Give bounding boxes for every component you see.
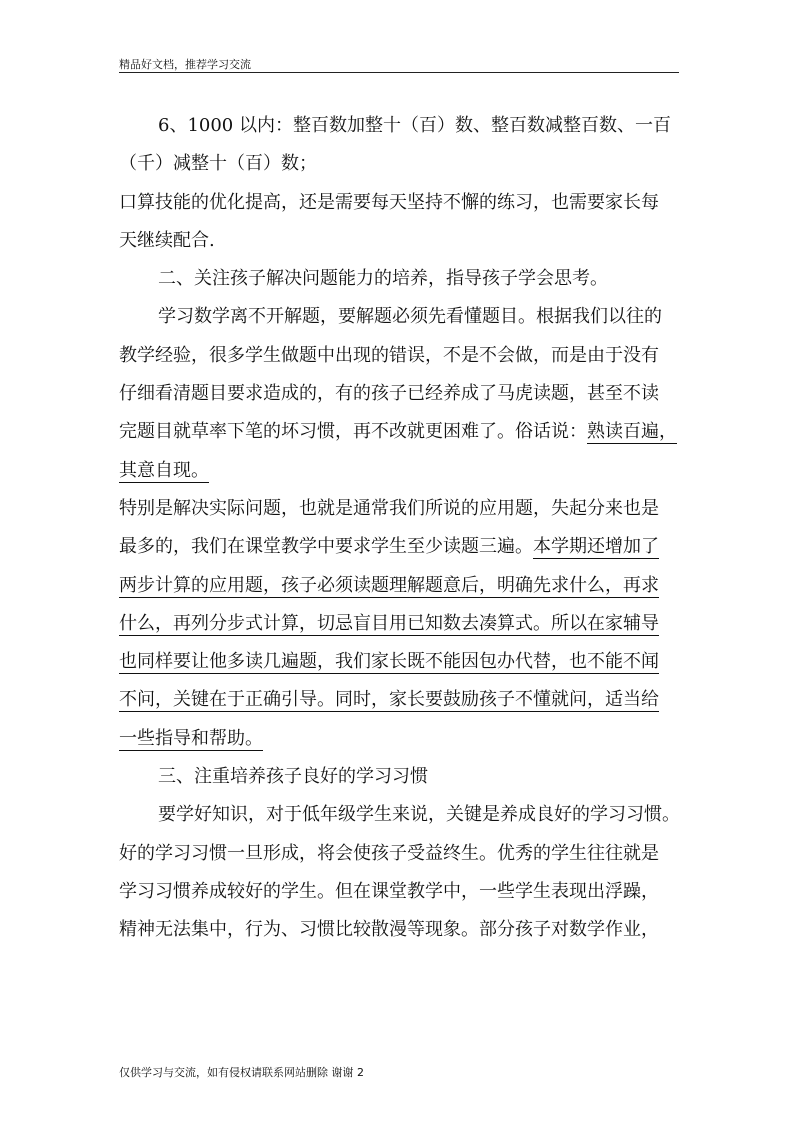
underlined-text: 不问，关键在于正确引导。同时，家长要鼓励孩子不懂就问，适当给 [119, 689, 659, 711]
paragraph-line: 口算技能的优化提高，还是需要每天坚持不懈的练习，也需要家长每 [119, 191, 659, 213]
paragraph-line: 要学好知识，对于低年级学生来说，关键是养成良好的学习习惯。 [158, 804, 680, 826]
underlined-text: 本学期还增加了 [533, 536, 659, 558]
paragraph-line [119, 413, 687, 451]
underlined-text: 其意自现。 [119, 459, 209, 481]
paragraph-line [119, 643, 687, 681]
section-heading: 三、注重培养孩子良好的学习习惯 [158, 766, 428, 788]
paragraph-line [119, 681, 687, 719]
underlined-text: 也同样要让他多读几遍题，我们家长既不能因包办代替，也不能不闻 [119, 651, 659, 673]
paragraph-line: 学习习惯养成较好的学生。但在课堂教学中，一些学生表现出浮躁， [119, 880, 659, 902]
paragraph-line [119, 720, 687, 758]
underlined-text: 一些指导和帮助。 [119, 727, 263, 749]
header-rule [119, 72, 679, 73]
paragraph-line [119, 605, 687, 643]
page-footer: 仅供学习与交流，如有侵权请联系网站删除 谢谢 2 [119, 1066, 364, 1079]
document-body [119, 107, 687, 950]
paragraph-line [119, 567, 687, 605]
paragraph-line: 精神无法集中，行为、习惯比较散漫等现象。部分孩子对数学作业， [119, 919, 659, 941]
underlined-text: 什么，再列分步式计算，切忌盲目用已知数去凑算式。所以在家辅导 [119, 612, 659, 634]
paragraph-line: 天继续配合. [119, 229, 215, 251]
paragraph-line: 学习数学离不开解题，要解题必须先看懂题目。根据我们以往的 [158, 306, 662, 328]
paragraph-line: （千）减整十（百）数； [119, 153, 317, 175]
section-heading: 二、关注孩子解决问题能力的培养，指导孩子学会思考。 [158, 268, 608, 290]
paragraph-line [119, 528, 687, 566]
underlined-text: 两步计算的应用题，孩子必须读题理解题意后，明确先求什么，再求 [119, 574, 659, 596]
paragraph-text: 完题目就草率下笔的坏习惯，再不改就更困难了。俗话说： [119, 421, 587, 443]
paragraph-line: 特别是解决实际问题，也就是通常我们所说的应用题，失起分来也是 [119, 497, 659, 519]
paragraph-line: 6、1000 以内：整百数加整十（百）数、整百数减整百数、一百 [158, 115, 671, 136]
underlined-text: 熟读百遍， [587, 421, 677, 443]
paragraph-line: 好的学习习惯一旦形成，将会使孩子受益终生。优秀的学生往往就是 [119, 842, 659, 864]
paragraph-text: 最多的，我们在课堂教学中要求学生至少读题三遍。 [119, 536, 533, 558]
page-header: 精品好文档，推荐学习交流 [119, 58, 251, 71]
paragraph-line: 教学经验，很多学生做题中出现的错误，不是不会做，而是由于没有 [119, 344, 659, 366]
paragraph-line [119, 452, 687, 490]
paragraph-line: 仔细看清题目要求造成的，有的孩子已经养成了马虎读题，甚至不读 [119, 383, 659, 405]
